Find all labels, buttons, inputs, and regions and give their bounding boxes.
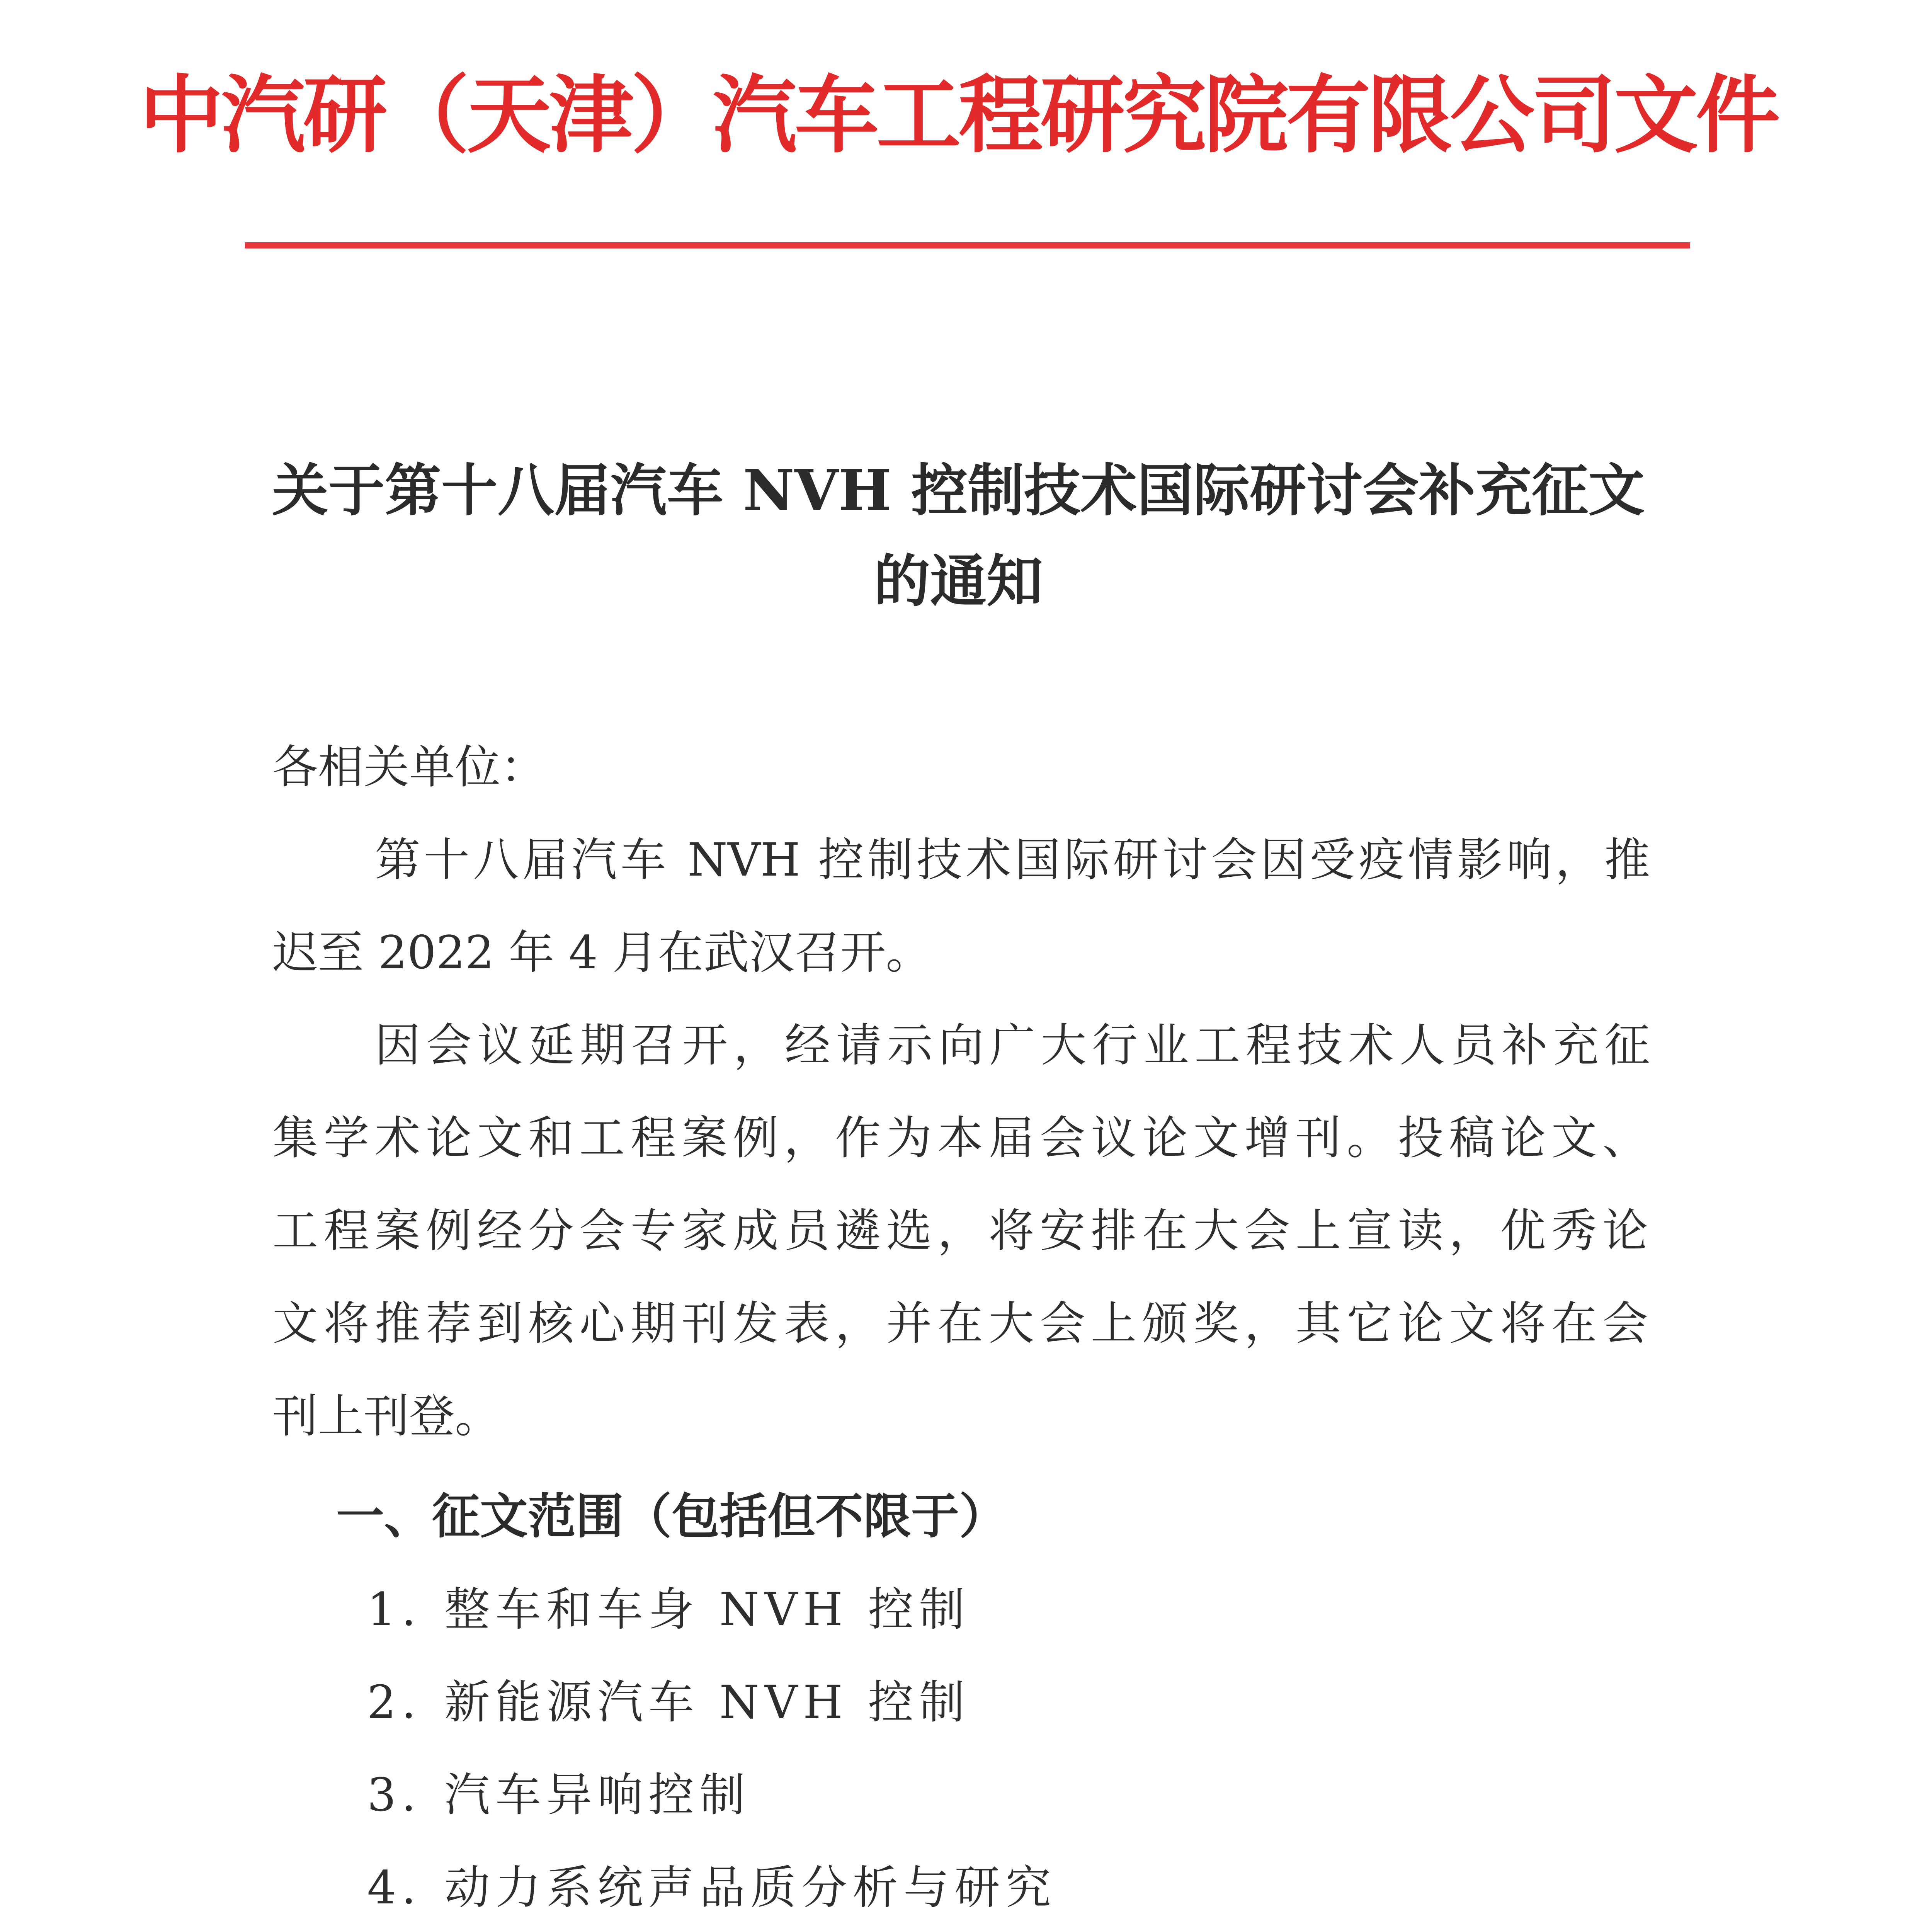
para1-line-2: 迟至 2022 年 4 月在武汉召开。	[272, 926, 932, 979]
list-item	[367, 1656, 970, 1748]
para2-line-4: 文将推荐到核心期刊发表，并在大会上颁奖，其它论文将在会	[272, 1297, 1648, 1350]
list-item-text: 整车和车身 NVH 控制	[444, 1583, 970, 1636]
list-item-text: 汽车异响控制	[444, 1768, 751, 1821]
para2-line-5: 刊上刊登。	[272, 1389, 501, 1443]
list-item	[367, 1563, 970, 1656]
letterhead-red-rule	[245, 242, 1690, 248]
list-item	[367, 1748, 750, 1841]
salutation: 各相关单位：	[272, 740, 546, 794]
notice-title-line-2: 的通知	[874, 548, 1043, 614]
list-item-number: 3.	[367, 1768, 422, 1821]
list-item-number: 2.	[367, 1675, 422, 1729]
list-item	[367, 1841, 1056, 1932]
para2-line-3: 工程案例经分会专家成员遴选，将安排在大会上宣读，优秀论	[272, 1204, 1648, 1257]
list-item-number: 4.	[367, 1861, 422, 1914]
section-heading-scope: 一、征文范围（包括但不限于）	[336, 1488, 1007, 1544]
list-item-text: 动力系统声品质分析与研究	[444, 1861, 1057, 1914]
para2-line-2: 集学术论文和工程案例，作为本届会议论文增刊。投稿论文、	[272, 1111, 1648, 1165]
list-item-text: 新能源汽车 NVH 控制	[444, 1675, 970, 1729]
letterhead-title: 中汽研（天津）汽车工程研究院有限公司文件	[139, 67, 1778, 165]
list-item-number: 1.	[367, 1583, 422, 1636]
para1-line-1: 第十八届汽车 NVH 控制技术国际研讨会因受疫情影响，推	[375, 833, 1650, 886]
para2-line-1: 因会议延期召开，经请示向广大行业工程技术人员补充征	[375, 1019, 1650, 1072]
notice-title-line-1: 关于第十八届汽车 NVH 控制技术国际研讨会补充征文	[272, 457, 1645, 524]
